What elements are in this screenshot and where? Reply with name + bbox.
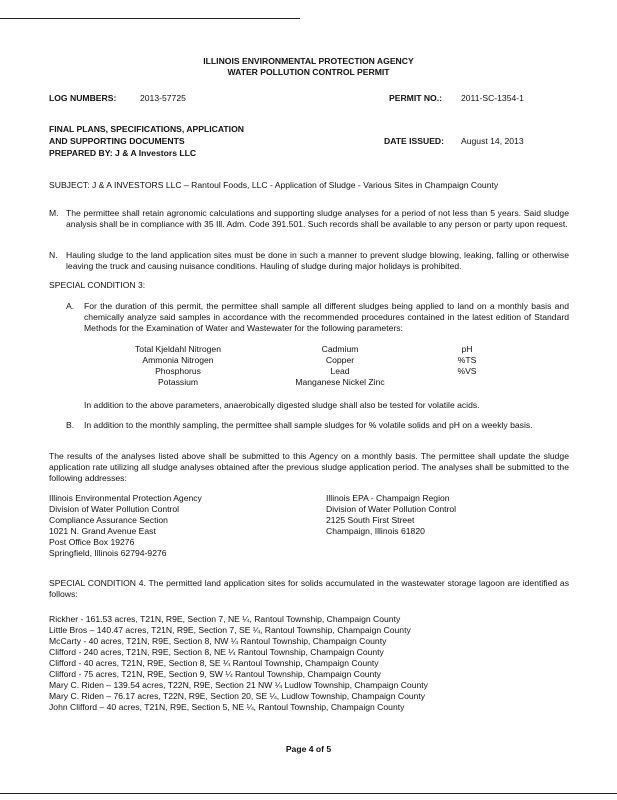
top-edge-line (0, 18, 300, 19)
final-plans-line-2: AND SUPPORTING DOCUMENTS (49, 136, 185, 146)
address-line: 2125 South First Street (326, 515, 415, 525)
condition-3a-text: For the duration of this permit, the permittee shall sample all different sludges being applied to land on a monthly basis and chemically analyze said samples in accordance with the recommended procedures contained in the latest edition of Standard Methods for the Examination of Water and Wastewater for the following parameters: (84, 301, 569, 333)
item-n-letter: N. (49, 250, 58, 260)
site-item: Clifford - 240 acres, T21N, R9E, Section 8, NE ¼ Rantoul Township, Champaign County (49, 647, 384, 657)
address-line: Illinois EPA - Champaign Region (326, 493, 450, 503)
address-line: 1021 N. Grand Avenue East (49, 526, 156, 536)
parameter-item: %VS (457, 366, 477, 376)
site-item: John Clifford – 40 acres, T21N, R9E, Section 5, NE ¼, Rantoul Township, Champaign County (49, 702, 405, 712)
site-item: Clifford - 40 acres, T21N, R9E, Section 8, SE ¼ Rantoul Township, Champaign County (49, 658, 379, 668)
address-springfield (49, 493, 289, 559)
site-item: Little Bros – 140.47 acres, T21N, R9E, Section 7, SE ¼, Rantoul Township, Champaign County (49, 625, 411, 635)
address-champaign (326, 493, 566, 537)
subject-line: SUBJECT: J & A INVESTORS LLC – Rantoul Foods, LLC - Application of Sludge - Various Sites in Champaign County (49, 180, 499, 190)
log-numbers-value: 2013-57725 (140, 93, 186, 103)
prepared-by: PREPARED BY: J & A Investors LLC (49, 148, 197, 158)
item-m-letter: M. (49, 208, 59, 218)
parameters-column-1 (118, 344, 238, 388)
page-number: Page 4 of 5 (285, 744, 332, 754)
condition-3b-letter: B. (66, 420, 75, 430)
site-item: Mary C. Riden – 76.17 acres, T22N, R9E, Section 20, SE ¼, Ludlow Township, Champaign County (49, 691, 426, 701)
parameter-item: Lead (330, 366, 350, 376)
address-line: Springfield, Illinois 62794-9276 (49, 548, 167, 558)
parameter-item: pH (461, 344, 473, 354)
application-sites-list (49, 614, 579, 713)
parameter-item: %TS (457, 355, 477, 365)
site-item: Mary C. Riden – 139.54 acres, T22N, R9E, Section 21 NW ¼ Ludlow Township, Champaign County (49, 680, 428, 690)
parameter-item: Manganese Nickel Zinc (295, 377, 385, 387)
site-item: Clifford - 75 acres, T21N, R9E, Section 9, SW ¼ Rantoul Township, Champaign County (49, 669, 381, 679)
parameter-item: Potassium (157, 377, 199, 387)
final-plans-line-1: FINAL PLANS, SPECIFICATIONS, APPLICATION (49, 124, 244, 134)
parameters-column-2 (290, 344, 390, 388)
address-line: Compliance Assurance Section (49, 515, 168, 525)
site-item: McCarty - 40 acres, T21N, R9E, Section 8, NW ¼ Rantoul Township, Champaign County (49, 636, 387, 646)
permit-type-title: WATER POLLUTION CONTROL PERMIT (227, 67, 390, 77)
condition-3a-letter: A. (66, 301, 75, 311)
address-line: Division of Water Pollution Control (49, 504, 180, 514)
address-line: Illinois Environmental Protection Agency (49, 493, 202, 503)
parameters-column-3 (447, 344, 487, 377)
item-m-text: The permittee shall retain agronomic calculations and supporting sludge analyses for a period of not less than 5 years. Said sludge analysis shall be in compliance with 35 Ill. Adm. Code 391.501. Such records shall be available to any person or party upon request. (66, 208, 569, 229)
special-condition-3-heading: SPECIAL CONDITION 3: (49, 280, 146, 290)
date-issued-value: August 14, 2013 (461, 136, 524, 146)
condition-3b-text: In addition to the monthly sampling, the permittee shall sample sludges for % volatile solids and pH on a weekly basis. (84, 420, 533, 430)
addition-text: In addition to the above parameters, anaerobically digested sludge shall also be tested for volatile acids. (84, 400, 480, 410)
item-n-text: Hauling sludge to the land application sites must be done in such a manner to prevent sludge blowing, leaking, falling or otherwise leaving the truck and causing nuisance conditions. Hauling of sludge during major holidays is prohibited. (66, 250, 569, 271)
results-text: The results of the analyses listed above shall be submitted to this Agency on a monthly basis. The permittee shall update the sludge application rate utilizing all sludge analyses obtained after the previous sludge application period. The analyses shall be submitted to the following addresses: (49, 451, 569, 483)
parameter-item: Ammonia Nitrogen (142, 355, 214, 365)
parameter-item: Phosphorus (155, 366, 201, 376)
bottom-edge-line (0, 793, 617, 794)
special-condition-4-text: SPECIAL CONDITION 4. The permitted land application sites for solids accumulated in the wastewater storage lagoon are identified as follows: (49, 578, 569, 599)
parameter-item: Total Kjeldahl Nitrogen (135, 344, 221, 354)
site-item: Rickher - 161.53 acres, T21N, R9E, Section 7, NE ¼, Rantoul Township, Champaign County (49, 614, 401, 624)
permit-number-label: PERMIT NO.: (389, 93, 442, 103)
address-line: Division of Water Pollution Control (326, 504, 457, 514)
address-line: Post Office Box 19276 (49, 537, 135, 547)
permit-number-value: 2011-SC-1354-1 (461, 93, 524, 103)
agency-title: ILLINOIS ENVIRONMENTAL PROTECTION AGENCY (203, 56, 414, 66)
log-numbers-label: LOG NUMBERS: (49, 93, 117, 103)
parameter-item: Cadmium (321, 344, 359, 354)
parameter-item: Copper (325, 355, 355, 365)
date-issued-label: DATE ISSUED: (384, 136, 445, 146)
address-line: Champaign, Illinois 61820 (326, 526, 425, 536)
